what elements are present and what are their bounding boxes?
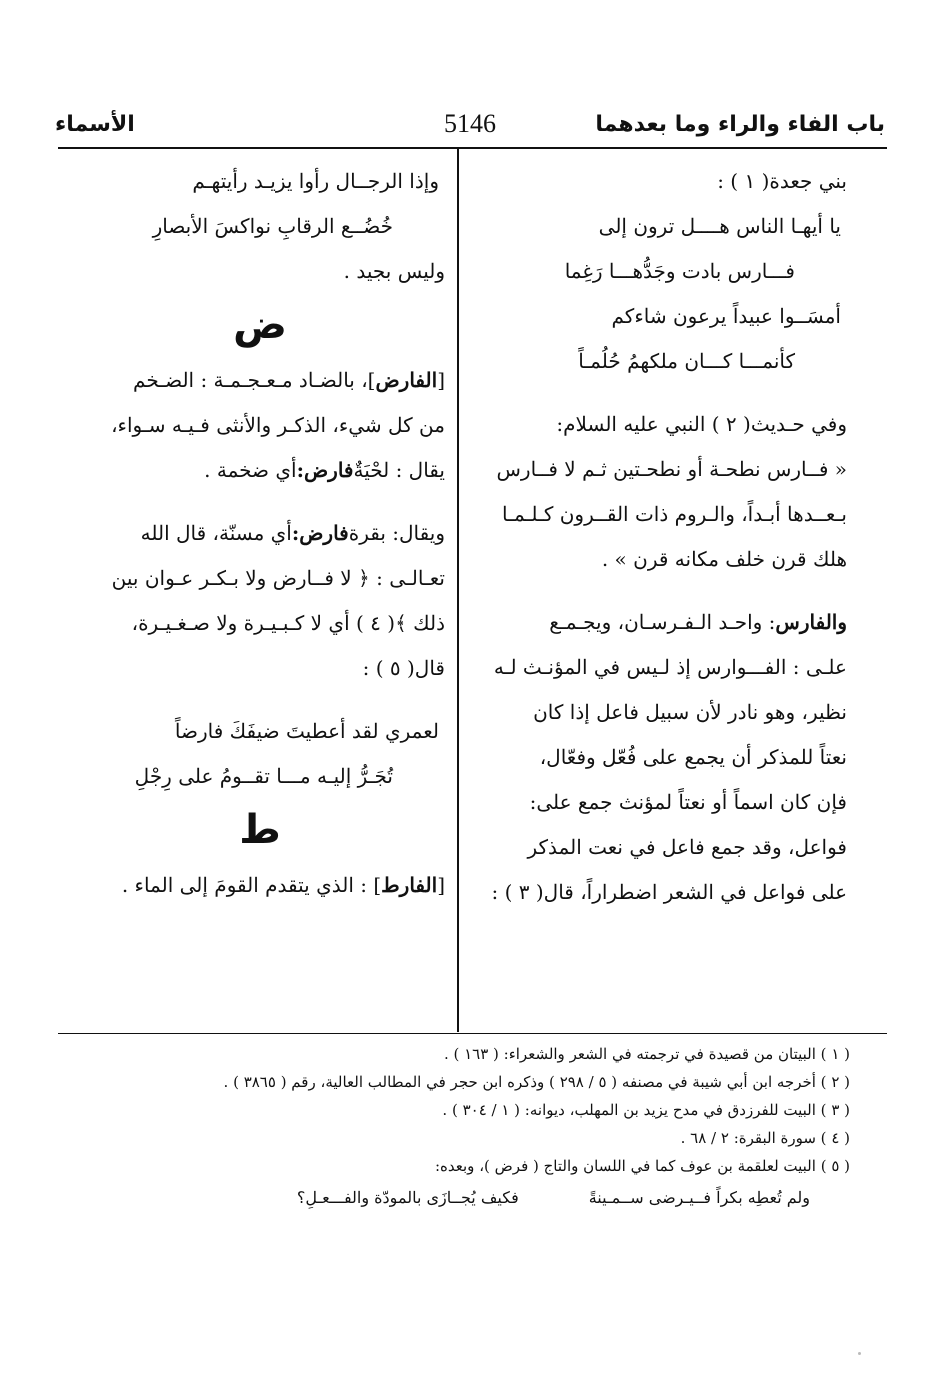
verse-line: فـــارس بادت وجَدُّهـــا رَغِما bbox=[564, 258, 795, 283]
text-line: ذلك ﴾( ٤ ) أي لا كـبـيـرة ولا صـغـيـرة، bbox=[131, 610, 445, 635]
footnotes bbox=[80, 1040, 850, 1214]
verse-line: وإذا الرجــال رأوا يزيـد رأيتهـم bbox=[192, 168, 439, 193]
footnote: ( ٢ ) أخرجه ابن أبي شيبة في مصنفه ( ٥ / ٢٩٨ ) وذكره ابن حجر في المطالب العالية، رقم ( ٣٨٦٥ ) . bbox=[223, 1073, 850, 1091]
text-line: وفي حـديث( ٢ ) النبي عليه السلام: bbox=[556, 411, 847, 436]
header-rule bbox=[58, 147, 887, 149]
paragraph-gap bbox=[465, 581, 847, 599]
section-letter-ta: ط bbox=[239, 807, 281, 853]
footnote: ( ٣ ) البيت للفرزدق في مدح يزيد بن المهلب، ديوانه: ( ١ / ٣٠٤ ) . bbox=[442, 1101, 850, 1119]
headword: فارض: bbox=[291, 520, 349, 545]
text-line: على فواعل في الشعر اضطراراً، قال( ٣ ) : bbox=[491, 879, 847, 904]
text-line: « فــارس نطحـة أو نطحـتين ثـم لا فــارس bbox=[496, 456, 847, 481]
scan-speck bbox=[858, 1352, 861, 1355]
paragraph-gap bbox=[75, 690, 445, 708]
footnote: ( ١ ) البيتان من قصيدة في ترجمته في الشعر والشعراء: ( ١٦٣ ) . bbox=[443, 1045, 850, 1063]
text-line: فواعل، وقد جمع فاعل في نعت المذكر bbox=[527, 834, 847, 859]
right-column bbox=[465, 158, 847, 914]
text-line: نظير، وهو نادر لأن سبيل فاعل إذا كان bbox=[533, 699, 847, 724]
text-line: تعـالـى : ﴿ لا فــارض ولا بـكـر عـوان بين bbox=[111, 565, 445, 590]
text-line: فإن كان اسماً أو نعتاً لمؤنث جمع على: bbox=[529, 789, 847, 814]
text-line: من كل شيء، الذكـر والأنثى فـيـه سـواء، bbox=[111, 412, 445, 437]
paragraph-gap bbox=[465, 383, 847, 401]
verse-line: لعمري لقد أعطيتَ ضيفَكَ فارضاً bbox=[174, 718, 439, 743]
text-line: وليس بجيد . bbox=[343, 258, 445, 283]
footnote: ( ٤ ) سورة البقرة: ٢ / ٦٨ . bbox=[680, 1129, 850, 1147]
headword: الفارض bbox=[375, 367, 438, 392]
verse-second-half: فكيف يُجــازَى بالمودّة والفـــعـلِ؟ bbox=[296, 1187, 519, 1207]
footnote-verse bbox=[80, 1180, 850, 1214]
verse-line: خُضُــع الرقابِ نواكسَ الأبصارِ bbox=[152, 213, 393, 238]
verse-first-half: ولم تُعطِه بكراً فــيـرضى ســمـينةً bbox=[588, 1187, 810, 1207]
headword: الفارط bbox=[381, 872, 438, 897]
chapter-title: باب الفاء والراء وما بعدهما bbox=[595, 111, 885, 137]
verse-line: تُجَـرُّ إليـه مـــا تقــومُ على رِجْلِ bbox=[134, 763, 393, 788]
text-line: نعتاً للمذكر أن يجمع على فُعّل وفعّال، bbox=[539, 744, 847, 769]
column-divider bbox=[457, 148, 459, 1032]
paragraph-gap bbox=[75, 492, 445, 510]
verse-line: أمسَــوا عبيداً يرعون شاءكم bbox=[611, 303, 841, 328]
text-line: يقال : لحْيَةٌ فارض: أي ضخمة . bbox=[204, 457, 445, 482]
left-column bbox=[75, 158, 445, 907]
text-line: بـعــدها أبـداً، والـروم ذات القــرون كـلـمـا bbox=[502, 501, 847, 526]
section-letter-dad: ض bbox=[233, 302, 287, 348]
verse-line: كأنمـــا كـــان ملكهمُ حُلُمـاً bbox=[578, 348, 795, 373]
text-line: [ الفارض ]، بالضـاد مـعـجـمـة : الضـخم bbox=[133, 367, 445, 392]
footnote-rule bbox=[58, 1033, 887, 1034]
text-line: قال( ٥ ) : bbox=[362, 655, 445, 680]
verse-line: يا أيهـا الناس هــــل ترون إلى bbox=[598, 213, 841, 238]
text-line: هلك قرن خلف مكانه قرن » . bbox=[601, 546, 847, 571]
text-line: [ الفارط ] : الذي يتقدم القومَ إلى الماء . bbox=[121, 872, 445, 897]
text-line: علـى : الفـــوارس إذ لـيس في المؤنـث لـه bbox=[493, 654, 847, 679]
headword: والفارس bbox=[775, 609, 847, 634]
text-line: والفارس : واحـد الـفـرسـان، ويجـمـع bbox=[549, 609, 847, 634]
running-header bbox=[55, 104, 885, 144]
footnote: ( ٥ ) البيت لعلقمة بن عوف كما في اللسان والتاج ( فرض )، وبعده: bbox=[434, 1157, 850, 1175]
headword: فارض: bbox=[296, 457, 354, 482]
text-line: ويقال: بقرة فارض: أي مسنّة، قال الله bbox=[140, 520, 445, 545]
section-title: الأسماء bbox=[55, 111, 135, 137]
page-number: 5146 bbox=[444, 109, 496, 138]
text-line: بني جعدة( ١ ) : bbox=[717, 168, 847, 193]
